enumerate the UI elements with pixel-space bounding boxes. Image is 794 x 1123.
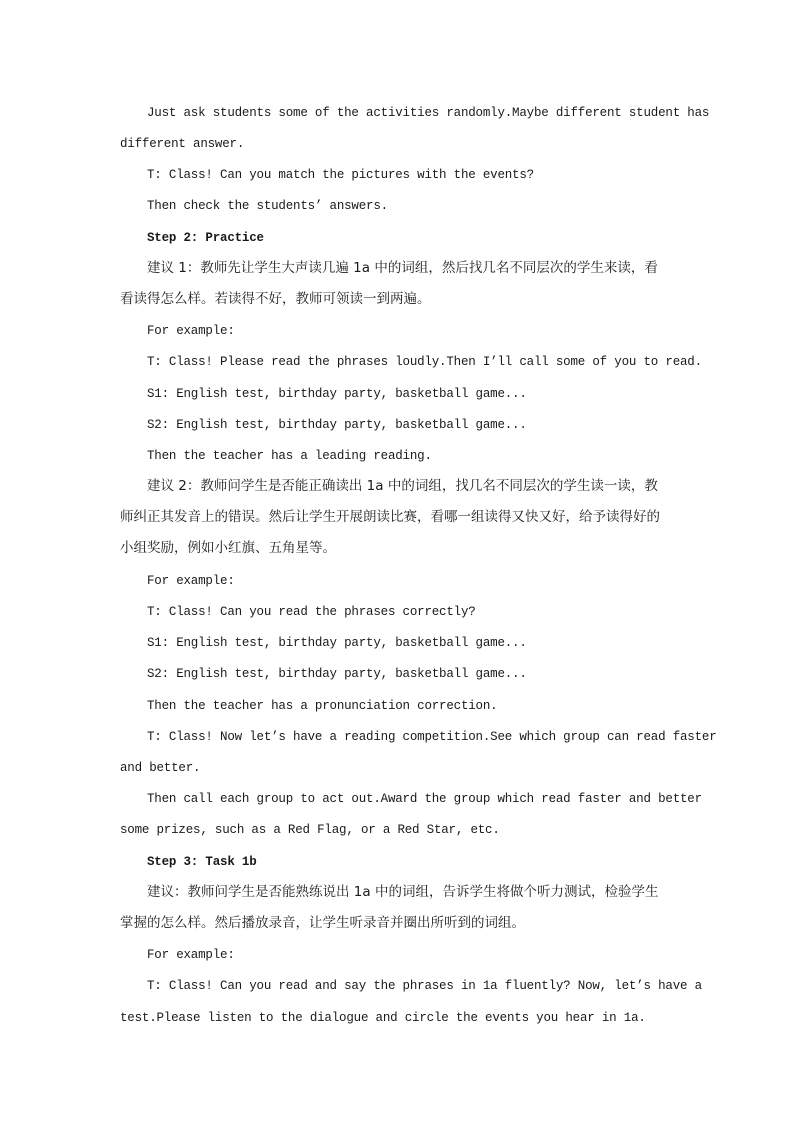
text-line: T: Class! Can you read and say the phrases in 1a fluently? Now, let’s have a xyxy=(147,979,702,993)
text-line: 建议 1：教师先让学生大声读几遍 1a 中的词组，然后找几名不同层次的学生来读，看 xyxy=(147,260,658,276)
text-line: For example: xyxy=(147,574,235,588)
text-line: Then check the students’ answers. xyxy=(147,199,388,213)
text-line: Just ask students some of the activities randomly.Maybe different student has xyxy=(147,106,710,120)
text-line: S1: English test, birthday party, basketball game... xyxy=(147,387,527,401)
text-line: 掌握的怎么样。然后播放录音，让学生听录音并圈出所听到的词组。 xyxy=(120,915,525,931)
text-line: test.Please listen to the dialogue and circle the events you hear in 1a. xyxy=(120,1011,646,1025)
text-line: 建议：教师问学生是否能熟练说出 1a 中的词组，告诉学生将做个听力测试，检验学生 xyxy=(147,884,659,900)
text-line: S2: English test, birthday party, basketball game... xyxy=(147,418,527,432)
text-line: 小组奖励，例如小红旗、五角星等。 xyxy=(120,540,336,556)
text-line: Then the teacher has a pronunciation correction. xyxy=(147,699,498,713)
text-line: 看读得怎么样。若读得不好，教师可领读一到两遍。 xyxy=(120,291,431,307)
text-line: T: Class! Please read the phrases loudly.Then I’ll call some of you to read. xyxy=(147,355,702,369)
text-line: T: Class! Can you match the pictures with the events? xyxy=(147,168,534,182)
text-line: T: Class! Now let’s have a reading competition.See which group can read faster xyxy=(147,730,717,744)
text-line: and better. xyxy=(120,761,201,775)
section-heading: Step 3: Task 1b xyxy=(147,855,257,869)
text-line: For example: xyxy=(147,324,235,338)
text-line: some prizes, such as a Red Flag, or a Red Star, etc. xyxy=(120,823,500,837)
text-line: different answer. xyxy=(120,137,245,151)
text-line: For example: xyxy=(147,948,235,962)
text-line: 师纠正其发音上的错误。然后让学生开展朗读比赛，看哪一组读得又快又好，给予读得好的 xyxy=(120,509,660,525)
section-heading: Step 2: Practice xyxy=(147,231,264,245)
text-line: Then call each group to act out.Award the group which read faster and better xyxy=(147,792,702,806)
text-line: T: Class! Can you read the phrases correctly? xyxy=(147,605,476,619)
text-line: 建议 2：教师问学生是否能正确读出 1a 中的词组，找几名不同层次的学生读一读，教 xyxy=(147,478,658,494)
text-line: S2: English test, birthday party, basketball game... xyxy=(147,667,527,681)
text-line: S1: English test, birthday party, basketball game... xyxy=(147,636,527,650)
text-line: Then the teacher has a leading reading. xyxy=(147,449,432,463)
